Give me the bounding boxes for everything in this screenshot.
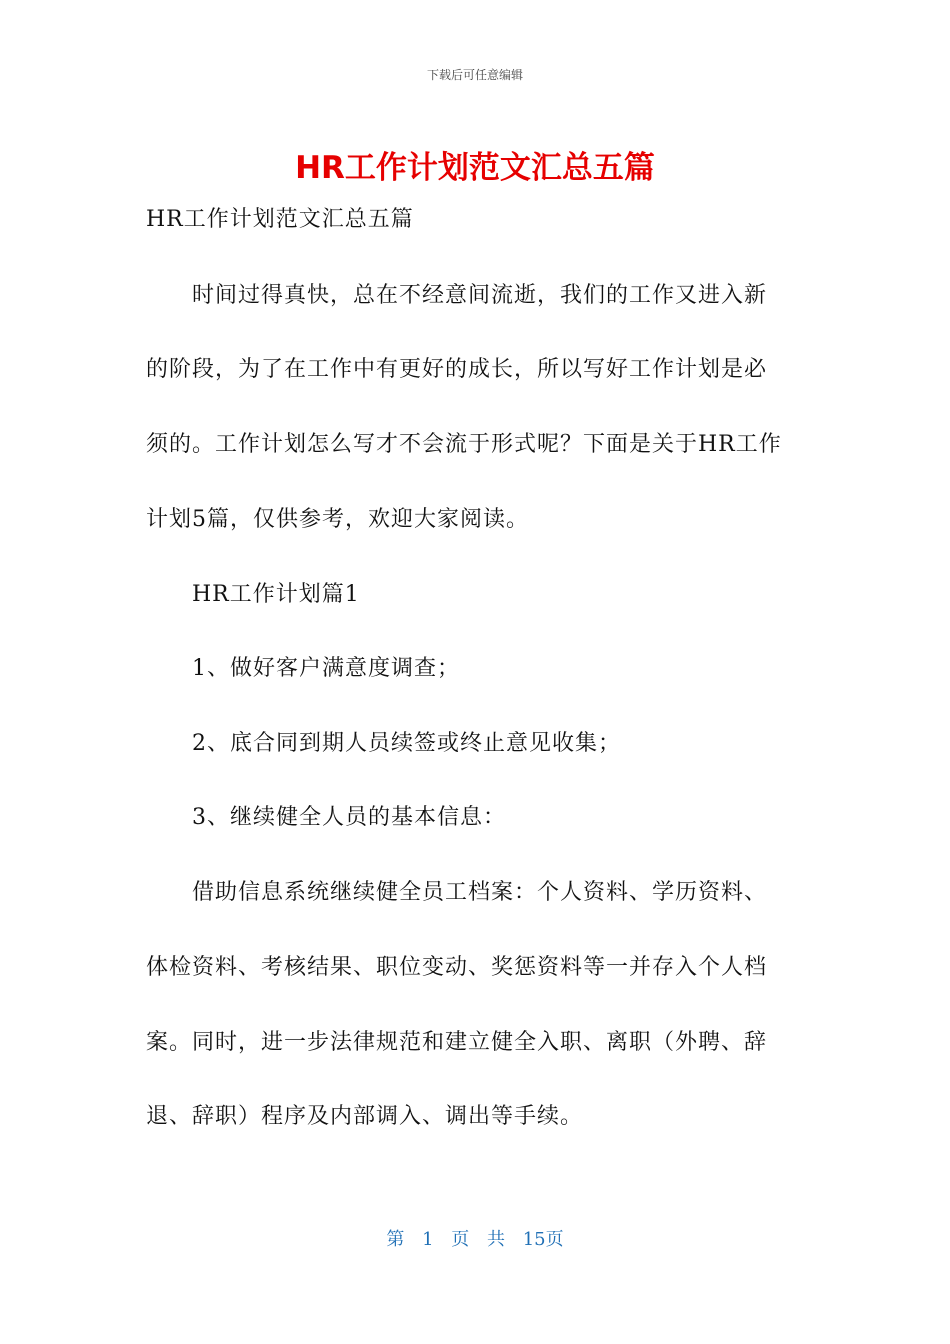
list-item: 2、底合同到期人员续签或终止意见收集； [192, 731, 621, 756]
paragraph-line: 案。同时，进一步法律规范和建立健全入职、离职（外聘、辞 [146, 1030, 768, 1055]
paragraph-line: 计划5篇，仅供参考，欢迎大家阅读。 [146, 507, 529, 532]
section-heading: HR工作计划篇1 [192, 582, 360, 607]
list-item: 3、继续健全人员的基本信息： [192, 805, 506, 830]
list-item: 1、做好客户满意度调查； [192, 656, 460, 681]
paragraph-line: 借助信息系统继续健全员工档案：个人资料、学历资料、 [192, 880, 768, 905]
paragraph-line: 时间过得真快，总在不经意间流逝，我们的工作又进入新 [192, 283, 768, 308]
paragraph-line: 体检资料、考核结果、职位变动、奖惩资料等一并存入个人档 [146, 955, 768, 980]
footer-total-prefix: 共 [487, 1229, 505, 1250]
footer-page-unit: 页 [451, 1229, 470, 1250]
footer-prefix: 第 [386, 1229, 405, 1250]
paragraph-line: 退、辞职）程序及内部调入、调出等手续。 [146, 1104, 584, 1129]
paragraph-line: 须的。工作计划怎么写才不会流于形式呢？下面是关于HR工作 [146, 432, 782, 457]
header-note: 下载后可任意编辑 [426, 68, 523, 82]
document-title: HR工作计划范文汇总五篇 [295, 150, 655, 186]
page-footer [0, 1225, 950, 1251]
subtitle-line: HR工作计划范文汇总五篇 [146, 207, 414, 232]
footer-page-number: 1 [422, 1229, 434, 1250]
footer-total-pages: 15页 [522, 1229, 564, 1250]
paragraph-line: 的阶段，为了在工作中有更好的成长，所以写好工作计划是必 [146, 357, 768, 382]
